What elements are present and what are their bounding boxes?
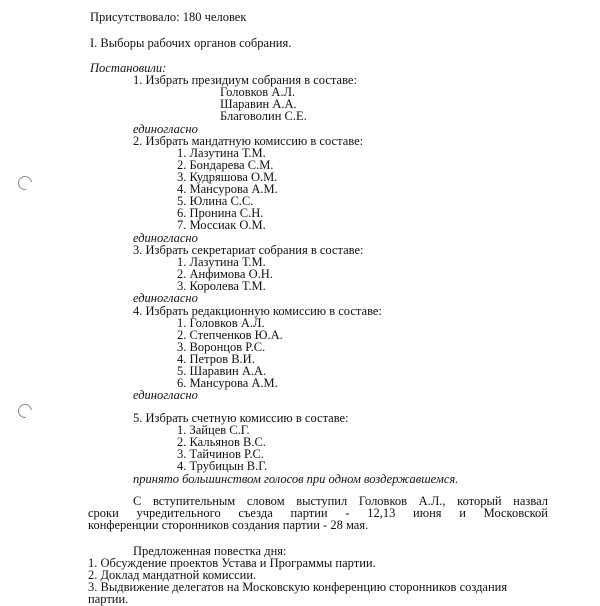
attendance-line: Присутствовало: 180 человек — [90, 10, 247, 24]
list-item: Шаравин А.А. — [220, 97, 297, 111]
resolution-2-title: 2. Избрать мандатную комиссию в составе: — [133, 134, 364, 148]
vote-result: единогласно — [133, 231, 198, 245]
list-item: 4. Трубицын В.Г. — [177, 459, 268, 473]
list-item: 1. Лазутина Т.М. — [177, 255, 266, 269]
list-item: 2. Бондарева С.М. — [177, 158, 274, 172]
vote-result: единогласно — [133, 291, 198, 305]
list-item: Благоволин С.Е. — [220, 109, 307, 123]
list-item: Головков А.Л. — [220, 85, 296, 99]
agenda-item: 2. Доклад мандатной комиссии. — [88, 568, 257, 582]
binder-hole-icon — [15, 401, 34, 420]
resolution-4-title: 4. Избрать редакционную комиссию в составе: — [133, 304, 382, 318]
list-item: 3. Королева Т.М. — [177, 279, 266, 293]
vote-result: принято большинством голосов при одном воздержавшемся. — [133, 472, 459, 486]
list-item: 4. Петров В.И. — [177, 352, 255, 366]
resolution-1-title: 1. Избрать президиум собрания в составе: — [133, 73, 357, 87]
opening-paragraph-line: конференции сторонников создания партии - 28 мая. — [88, 518, 369, 532]
list-item: 5. Шаравин А.А. — [177, 364, 267, 378]
resolved-label: Постановили: — [90, 61, 167, 75]
list-item: 6. Пронина С.Н. — [177, 206, 264, 220]
agenda-item: 1. Обсуждение проектов Устава и Программы партии. — [88, 556, 376, 570]
vote-result: единогласно — [133, 388, 198, 402]
list-item: 2. Анфимова О.Н. — [177, 267, 273, 281]
agenda-item-continuation: партии. — [88, 592, 129, 606]
agenda-item: 3. Выдвижение делегатов на Московскую конференцию сторонников создания — [88, 580, 508, 594]
vote-result: единогласно — [133, 122, 198, 136]
agenda-title: Предложенная повестка дня: — [133, 544, 287, 558]
list-item: 3. Тайчинов Р.С. — [177, 447, 264, 461]
list-item: 3. Воронцов Р.С. — [177, 340, 266, 354]
list-item: 7. Моссиак О.М. — [177, 218, 266, 232]
list-item: 2. Кальянов В.С. — [177, 435, 266, 449]
opening-paragraph-line: С вступительным словом выступил Головков А.Л., который назвал — [133, 494, 548, 508]
resolution-5-title: 5. Избрать счетную комиссию в составе: — [133, 411, 349, 425]
list-item: 2. Степченков Ю.А. — [177, 328, 283, 342]
resolution-3-title: 3. Избрать секретариат собрания в составе: — [133, 243, 364, 257]
opening-paragraph-line: сроки учредительного съезда партии - 12,13 июня и Московской — [88, 506, 548, 520]
list-item: 1. Зайцев С.Г. — [177, 423, 250, 437]
list-item: 6. Мансурова А.М. — [177, 376, 278, 390]
list-item: 3. Кудряшова О.М. — [177, 170, 278, 184]
list-item: 4. Мансурова А.М. — [177, 182, 278, 196]
list-item: 1. Головков А.Л. — [177, 316, 265, 330]
list-item: 1. Лазутина Т.М. — [177, 146, 266, 160]
list-item: 5. Юлина С.С. — [177, 194, 254, 208]
binder-hole-icon — [15, 173, 34, 192]
section-heading: I. Выборы рабочих органов собрания. — [90, 36, 292, 50]
